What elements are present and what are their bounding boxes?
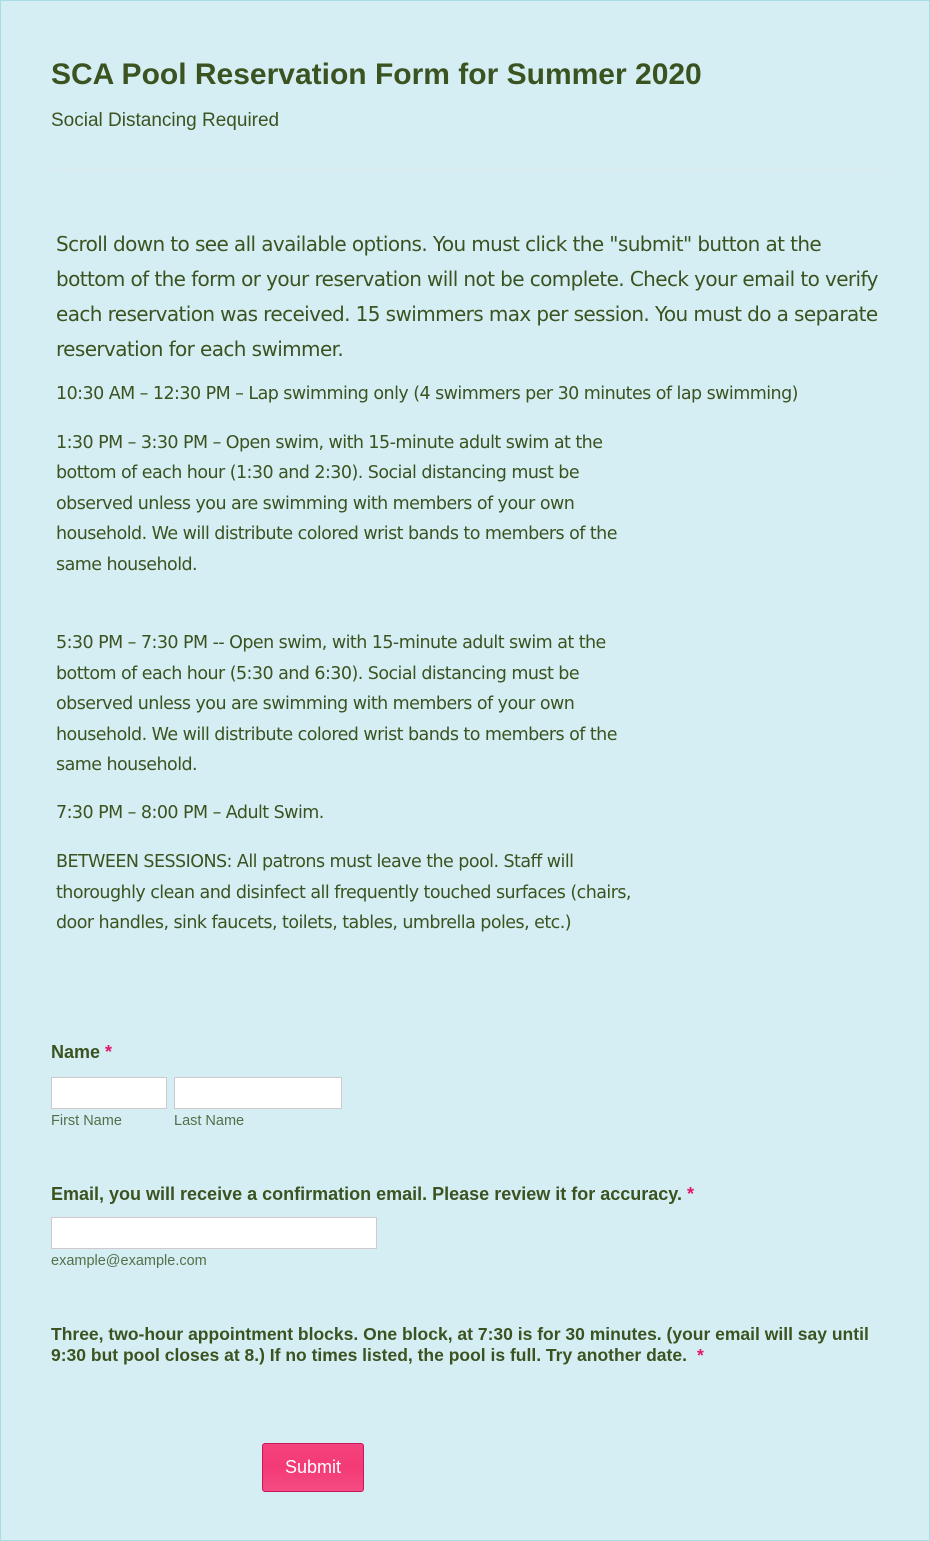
first-name-input[interactable] <box>51 1077 167 1109</box>
session-afternoon-open-swim: 1:30 PM – 3:30 PM – Open swim, with 15-minute adult swim at the bottom of each hour (1:30 and 2:30). Social distancing must be observed unless you are swimming with members of your own household. We will distribute colored wrist bands to members of the same household. <box>56 432 617 575</box>
last-name-input[interactable] <box>174 1077 342 1109</box>
email-sublabel: example@example.com <box>51 1253 207 1269</box>
name-label <box>51 1042 112 1063</box>
header-divider <box>51 169 881 170</box>
instructions-lead: Scroll down to see all available options. You must click the "submit" button at the bottom of the form or your reservation will not be complete. Check your email to verify each reservation was received. 15 swimmers max per session. You must do a separate reservation for each swimmer. <box>56 232 878 361</box>
name-label-text: Name <box>51 1042 101 1062</box>
page-title: SCA Pool Reservation Form for Summer 2020 <box>51 58 702 91</box>
required-asterisk: * <box>686 1184 694 1204</box>
submit-button[interactable]: Submit <box>262 1443 364 1492</box>
email-label-text: Email, you will receive a confirmation email. Please review it for accuracy. <box>51 1184 682 1204</box>
last-name-sublabel: Last Name <box>174 1113 245 1129</box>
email-input[interactable] <box>51 1217 377 1249</box>
instructions-block <box>56 227 886 939</box>
session-evening-open-swim: 5:30 PM – 7:30 PM -- Open swim, with 15-minute adult swim at the bottom of each hour (5:30 and 6:30). Social distancing must be observed unless you are swimming with members of your own household. We will distribute colored wrist bands to members of the same household. <box>56 633 617 775</box>
required-asterisk: * <box>696 1345 704 1365</box>
appointment-label <box>51 1324 871 1366</box>
email-label <box>51 1184 694 1205</box>
session-lap-swim: 10:30 AM – 12:30 PM – Lap swimming only (4 swimmers per 30 minutes of lap swimming) <box>56 384 798 404</box>
form-header <box>51 53 881 133</box>
between-sessions-note: BETWEEN SESSIONS: All patrons must leave the pool. Staff will thoroughly clean and disinfect all frequently touched surfaces (chairs, door handles, sink faucets, toilets, tables, umbrella poles, etc.) <box>56 852 631 933</box>
appointment-label-text: Three, two-hour appointment blocks. One block, at 7:30 is for 30 minutes. (your email will say until 9:30 but pool closes at 8.) If no times listed, the pool is full. Try another date. <box>51 1324 869 1365</box>
session-adult-swim: 7:30 PM – 8:00 PM – Adult Swim. <box>56 802 324 823</box>
required-asterisk: * <box>105 1042 113 1062</box>
page-subtitle: Social Distancing Required <box>51 110 280 131</box>
first-name-sublabel: First Name <box>51 1113 122 1129</box>
